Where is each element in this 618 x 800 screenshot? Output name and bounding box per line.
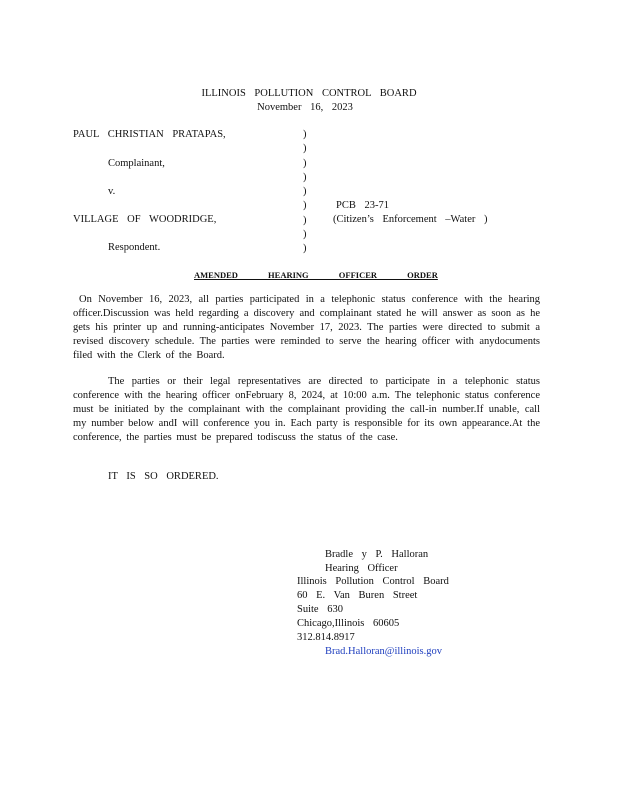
order-title: AMENDED HEARING OFFICER ORDER — [194, 270, 438, 280]
paren: ) — [303, 229, 307, 241]
so-ordered: IT IS SO ORDERED. — [108, 471, 219, 482]
respondent-role: Respondent. — [108, 242, 161, 253]
order-date: November 16, 2023 — [257, 102, 353, 113]
signature-name: Bradle y P. Halloran — [325, 549, 429, 560]
signature-street: 60 E. Van Buren Street — [297, 590, 418, 601]
paren: ) — [303, 171, 307, 183]
paren: ) — [303, 157, 307, 169]
case-number: PCB 23-71 — [336, 200, 389, 211]
email-link[interactable]: Brad.Halloran@illinois.gov — [325, 646, 442, 657]
signature-title: Hearing Officer — [325, 563, 398, 574]
versus-label: v. — [108, 186, 116, 197]
paren: ) — [303, 243, 307, 255]
paragraph-next-conference: The parties or their legal representatives are directed to participate in a telephonic status conference with the hearing officer onFebruary 8, 2024, at 10:00 a.m. The telephonic status conference must be initiated by the complainant with the complainant providing the call-in number.If unable, call my number below andI will conference you in. Each party is responsible for its own appearance.At the conference, the parties must be prepared todiscuss the status of the case. — [73, 376, 540, 443]
paren: ) — [303, 129, 307, 140]
case-type: (Citizen’s Enforcement –Water ) — [333, 214, 488, 225]
paren: ) — [303, 214, 307, 226]
paragraph-status-conference: On November 16, 2023, all parties participated in a telephonic status conference with the hearing officer.Discussion was held regarding a discovery and complainant stated he will answer as soon as he gets his printer up and running-anticipates November 17, 2023. The parties were directed to submit a revised discovery schedule. The parties were reminded to serve the hearing officer with anydocuments filed with the Clerk of the Board. — [73, 294, 540, 361]
signature-phone: 312.814.8917 — [297, 632, 355, 643]
agency-heading: ILLINOIS POLLUTION CONTROL BOARD — [201, 88, 417, 99]
respondent-name: VILLAGE OF WOODRIDGE, — [73, 214, 217, 225]
signature-agency: Illinois Pollution Control Board — [297, 576, 449, 587]
signature-suite: Suite 630 — [297, 604, 343, 615]
complainant-name: PAUL CHRISTIAN PRATAPAS, — [73, 129, 226, 140]
paren: ) — [303, 186, 307, 198]
caption-parentheses — [303, 128, 307, 257]
paren: ) — [303, 143, 307, 155]
complainant-role: Complainant, — [108, 158, 165, 169]
signature-city: Chicago,Illinois 60605 — [297, 618, 400, 629]
paren: ) — [303, 200, 307, 212]
